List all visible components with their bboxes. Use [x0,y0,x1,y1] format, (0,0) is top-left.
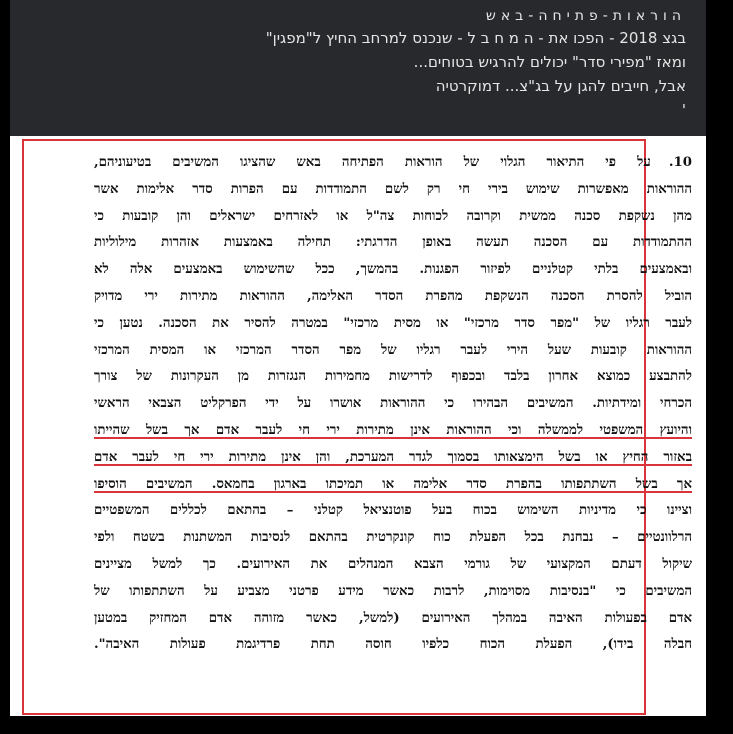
doc-line-14: וציינו כי מדיניות השימוש בכוח בעל פוטנציאל קטלני – בהתאם לכללים המשפטיים [94,503,692,519]
doc-line-1-text: על פי התיאור הגלוי של הוראות הפתיחה באש שהציגו המשיבים בטיעוניהם, [94,155,651,170]
doc-line-10: הכרחי ומידתיות. המשיבים הבהירו כי ההוראות אושרו על ידי הפרקליט הצבאי הראשי [94,396,692,412]
paragraph-number: 10. [668,155,692,170]
doc-line-3: מהן נשקפת סכנה ממשית וקרובה לכוחות צה"ל או לאזרחים ישראלים והן קובעות כי [94,208,692,224]
post-text [46,6,686,122]
doc-line-16: שיקול דעתם המקצועי של גורמי הצבא המנהלים את האירועים. כך למשל מציינים [94,556,692,572]
post-title: הוראות-פתיחה-באש [485,8,686,24]
doc-line-4: ההתמודדות עם הסכנה תעשה באופן הדרגתי: תחילה באמצעות אזהרות מילוליות [94,235,692,251]
post-line-3: אבל, חייבים להגן על בג"צ... דמוקרטיה [435,77,686,95]
doc-line-17: המשיבים כי "בנסיבות מסוימות, לרבות כאשר מידע פרטני מצביע על השתתפותו של [94,583,692,599]
doc-line-19: חבלה בידו), הפעלת הכוח כלפיו חוסה תחת פרדיגמת פעולות האיבה". [94,637,692,653]
post-line-1: בגצ 2018 - הפכו את - ה מ ח ב ל - שנכנס למרחב החיץ ל"מפגין" [265,29,686,47]
doc-line-5: ובאמצעים בלתי קטלניים לפיזור הפגנות. בהמשך, ככל שהשימוש באמצעים אלה לא [94,262,692,278]
doc-line-2: ההוראות מאפשרות שימוש בירי חי רק לשם התמודדות עם הפרות סדר אלימות אשר [94,181,692,197]
post-line-4: ' [681,101,686,119]
document-image[interactable] [10,136,706,716]
doc-line-12: באזור החיץ או בשל הימצאותו בסמוך לגדר המערכת, והן אינן מתירות ירי חי לעבר אדם [94,449,692,465]
document-body [94,150,692,659]
doc-line-11: והיועץ המשפטי לממשלה וכי ההוראות אינן מתירות ירי חי לעבר אדם אך בשל שהייתו [94,422,692,438]
doc-line-9: להתבצע כמוצא אחרון בלבד ובכפוף לדרישות מחמירות הנגזרות מן העקרונות של צורך [94,369,692,385]
doc-line-18: אדם בפעולות האיבה במהלך האירועים (למשל, כאשר מזוהה אדם המחזיק במטען [94,610,692,626]
doc-line-7: לעבר רגליו של "מפר סדר מרכזי" או מסית מרכזי" במטרה להסיר את הסכנה. נטען כי [94,315,692,331]
post-line-2: ומאז "מפירי סדר" יכולים להרגיש בטוחים... [413,53,686,71]
doc-line-15: הרלוונטיים – נבחנת בכל הפעלת כוח קונקרטית בהתאם לנסיבות המשתנות בשטח ולפי [94,530,692,546]
doc-line-8: ההוראות קובעות שעל הירי לעבר רגליו של מפר הסדר המרכזי או המסית המרכזי [94,342,692,358]
doc-line-1 [94,150,692,177]
doc-line-13: אך בשל השתתפותו בהפרת סדר אלימה או תמיכתו בארגון בחמאס. המשיבים הוסיפו [94,476,692,492]
doc-line-6: הוביל להסרת הסכנה הנשקפת מהפרת הסדר האלימה, ההוראות מתירות ירי מדויק [94,288,692,304]
